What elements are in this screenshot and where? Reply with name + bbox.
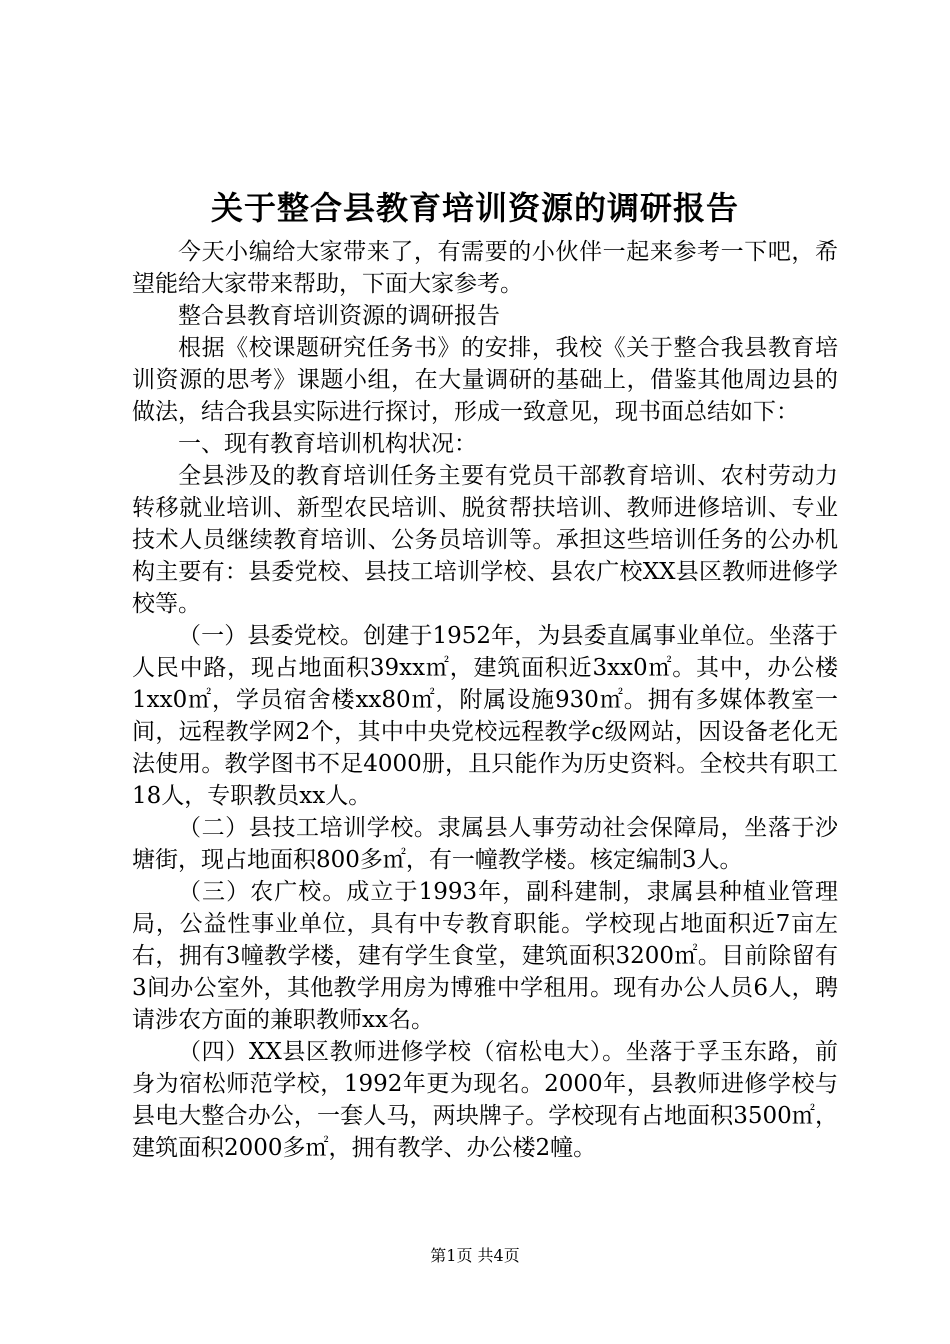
overview-paragraph: 根据《校课题研究任务书》的安排，我校《关于整合我县教育培训资源的思考》课题小组，在大量调研的基础上，借鉴其他周边县的做法，结合我县实际进行探讨，形成一致意见，现书面总结如下： <box>132 335 838 425</box>
section-heading: 一、现有教育培训机构状况： <box>178 431 477 457</box>
intro-paragraph: 今天小编给大家带来了，有需要的小伙伴一起来参考一下吧，希望能给大家带来帮助，下面大家参考。 <box>132 239 838 297</box>
technical-school-paragraph: （二）县技工培训学校。隶属县人事劳动社会保障局，坐落于沙塘街，现占地面积800多㎡，有一幢教学楼。核定编制3人。 <box>132 815 838 873</box>
party-school-paragraph: （一）县委党校。创建于1952年，为县委直属事业单位。坐落于人民中路，现占地面积39xx㎡，建筑面积近3xx0㎡。其中，办公楼1xx0㎡，学员宿舍楼xx80㎡，附属设施930㎡。拥有多媒体教室一间，远程教学网2个，其中中央党校远程教学c级网站，因设备老化无法使用。教学图书不足4000册，且只能作为历史资料。全校共有职工18人，专职教员xx人。 <box>132 623 838 809</box>
document-title: 关于整合县教育培训资源的调研报告 <box>210 189 739 227</box>
training-tasks-paragraph: 全县涉及的教育培训任务主要有党员干部教育培训、农村劳动力转移就业培训、新型农民培训、脱贫帮扶培训、教师进修培训、专业技术人员继续教育培训、公务员培训等。承担这些培训任务的公办机构主要有：县委党校、县技工培训学校、县农广校XX县区教师进修学校等。 <box>132 463 838 617</box>
report-subtitle: 整合县教育培训资源的调研报告 <box>178 303 500 329</box>
teacher-school-paragraph: （四）XX县区教师进修学校（宿松电大）。坐落于孚玉东路，前身为宿松师范学校，1992年更为现名。2000年，县教师进修学校与县电大整合办公，一套人马，两块牌子。学校现有占地面积3500㎡，建筑面积2000多㎡，拥有教学、办公楼2幢。 <box>132 1039 838 1161</box>
document-body <box>132 236 838 1164</box>
agricultural-school-paragraph: （三）农广校。成立于1993年，副科建制，隶属县种植业管理局，公益性事业单位，具有中专教育职能。学校现占地面积近7亩左右，拥有3幢教学楼，建有学生食堂，建筑面积3200㎡。目前除留有3间办公室外，其他教学用房为博雅中学租用。现有办公人员6人，聘请涉农方面的兼职教师xx名。 <box>132 879 838 1033</box>
page-number-footer: 第1页 共4页 <box>430 1246 520 1265</box>
